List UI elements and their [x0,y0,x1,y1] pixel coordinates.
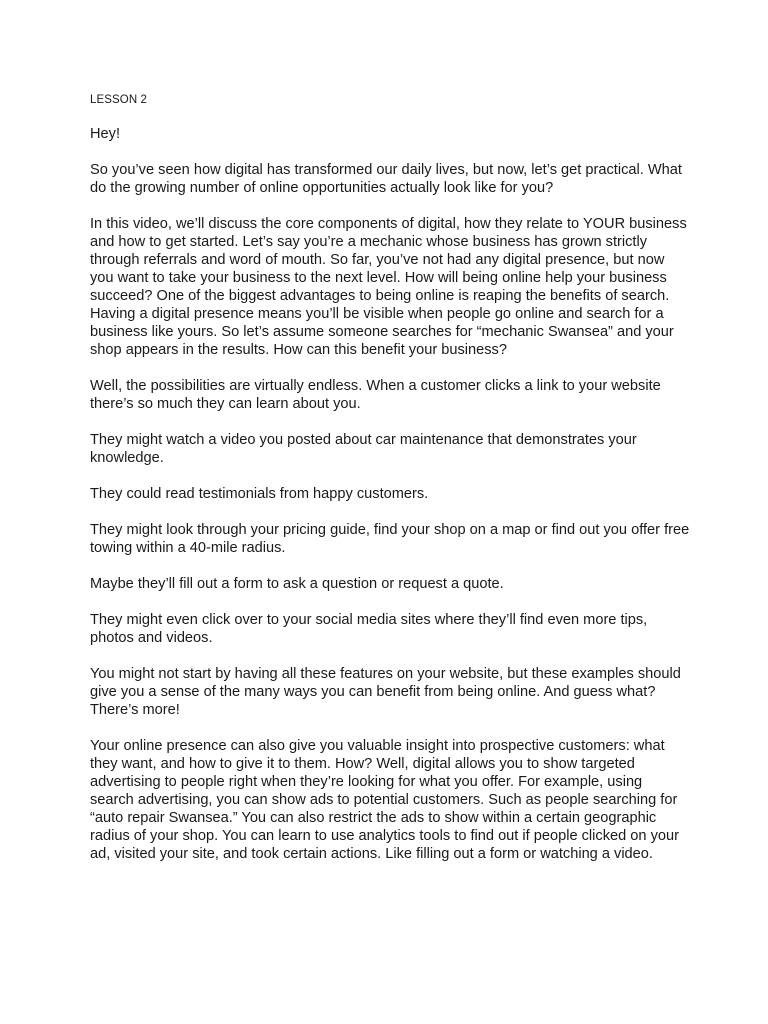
paragraph-features: You might not start by having all these features on your website, but these examples should give you a sense of the many ways you can benefit from being online. And guess what? There’s more! [90,666,681,718]
paragraph-social: They might even click over to your social media sites where they’ll find even more tips, photos and videos. [90,612,648,646]
lesson-label: LESSON 2 [90,94,148,106]
paragraph-testimonials: They could read testimonials from happy customers. [90,486,429,502]
paragraph-pricing: They might look through your pricing guide, find your shop on a map or find out you offer free towing within a 40-mile radius. [90,522,690,556]
paragraph-insight: Your online presence can also give you valuable insight into prospective customers: what they want, and how to give it to them. How? Well, digital allows you to show targeted advertising to people right when they’re looking for what you offer. For example, using search advertising, you can show ads to potential customers. Such as people searching for “auto repair Swansea.” You can also restrict the ads to show within a certain geographic radius of your shop. You can learn to use analytics tools to find out if people clicked on your ad, visited your site, and took certain actions. Like filling out a form or watching a video. [90,738,679,862]
paragraph-core-components: In this video, we’ll discuss the core components of digital, how they relate to YOUR business and how to get started. Let’s say you’re a mechanic whose business has grown strictly through referrals and word of mouth. So far, you’ve not had any digital presence, but now you want to take your business to the next level. How will being online help your business succeed? One of the biggest advantages to being online is reaping the benefits of search. Having a digital presence means you’ll be visible when people go online and search for a business like yours. So let’s assume someone searches for “mechanic Swansea” and your shop appears in the results. How can this benefit your business? [90,216,687,358]
paragraph-form: Maybe they’ll fill out a form to ask a question or request a quote. [90,576,504,592]
paragraph-video: They might watch a video you posted about car maintenance that demonstrates your knowledge. [90,432,637,466]
greeting: Hey! [90,126,121,142]
paragraph-possibilities: Well, the possibilities are virtually endless. When a customer clicks a link to your website there’s so much they can learn about you. [90,378,661,412]
document-body [90,93,690,881]
paragraph-intro: So you’ve seen how digital has transformed our daily lives, but now, let’s get practical. What do the growing number of online opportunities actually look like for you? [90,162,682,196]
